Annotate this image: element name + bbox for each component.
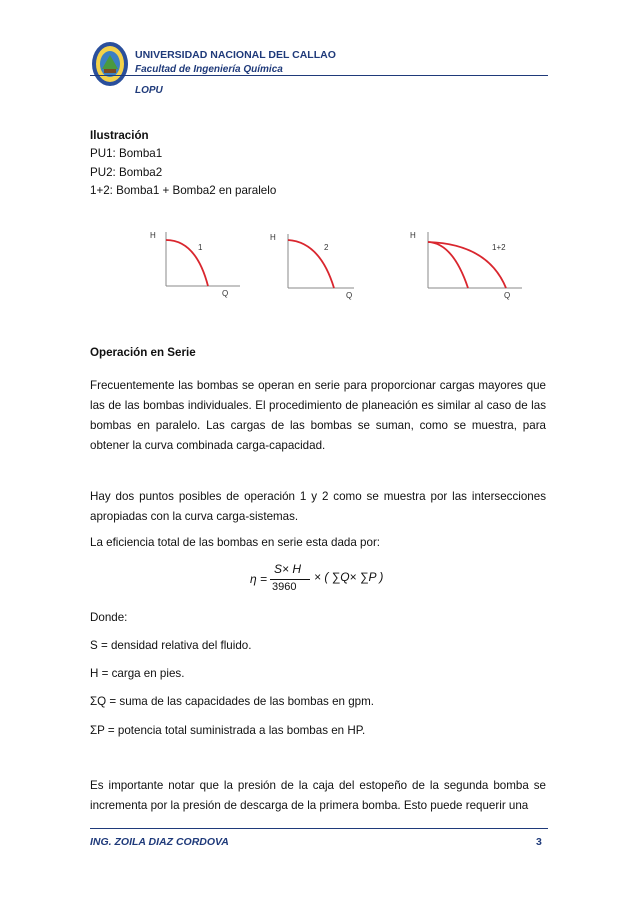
definition-item: ΣQ = suma de las capacidades de las bombas en gpm.	[90, 695, 374, 708]
formula-lhs: η =	[250, 572, 268, 586]
graph-x-label: Q	[346, 291, 353, 300]
series-paragraph-4: Es importante notar que la presión de la caja del estopeño de la segunda bomba se incrementa por la presión de descarga de la primera bomba. Esto puede requerir una	[90, 779, 546, 812]
footer-rule	[90, 828, 548, 829]
pump-curve-graph-2	[268, 228, 358, 302]
graph-x-label: Q	[222, 289, 229, 298]
definition-item: H = carga en pies.	[90, 667, 185, 680]
formula-rhs: × ( ∑Q× ∑P )	[314, 570, 384, 584]
illustration-line: 1+2: Bomba1 + Bomba2 en paralelo	[90, 184, 277, 197]
series-heading: Operación en Serie	[90, 346, 196, 359]
series-paragraph-3: La eficiencia total de las bombas en serie esta dada por:	[90, 536, 381, 549]
definition-item: ΣP = potencia total suministrada a las bombas en HP.	[90, 724, 366, 737]
header-rule	[90, 75, 548, 76]
curve-label: 1+2	[492, 243, 506, 252]
efficiency-formula	[250, 560, 450, 600]
graph-y-label: H	[270, 233, 276, 242]
illustration-heading: Ilustración	[90, 129, 149, 142]
header-dept: LOPU	[135, 85, 163, 96]
page-number: 3	[536, 836, 542, 848]
graph-y-label: H	[410, 231, 416, 240]
graph-y-label: H	[150, 231, 156, 240]
pump-curve-graph-1	[148, 226, 248, 300]
definition-item: S = densidad relativa del fluido.	[90, 639, 252, 652]
curve-label: 2	[324, 243, 329, 252]
formula-denominator: 3960	[272, 581, 297, 593]
header-faculty: Facultad de Ingeniería Química	[135, 64, 283, 75]
illustration-line: PU1: Bomba1	[90, 147, 163, 160]
footer-author: ING. ZOILA DIAZ CORDOVA	[90, 836, 229, 848]
where-label: Donde:	[90, 611, 128, 624]
series-paragraph-2: Hay dos puntos posibles de operación 1 y 2 como se muestra por las intersecciones apropiadas con la curva carga-sistemas.	[90, 490, 546, 523]
graph-x-label: Q	[504, 291, 511, 300]
curve-label: 1	[198, 243, 203, 252]
university-logo	[91, 41, 129, 87]
pump-curve-graph-3	[408, 226, 530, 302]
header-university: UNIVERSIDAD NACIONAL DEL CALLAO	[135, 49, 336, 61]
series-paragraph-1: Frecuentemente las bombas se operan en serie para proporcionar cargas mayores que las de las bombas individuales. El procedimiento de planeación es similar al caso de las bombas en paralelo. Las cargas de las bombas se suman, como se muestra, para obtener la curva combinada carga-capacidad.	[90, 379, 546, 452]
formula-numerator: S× H	[274, 562, 302, 576]
illustration-line: PU2: Bomba2	[90, 166, 163, 179]
